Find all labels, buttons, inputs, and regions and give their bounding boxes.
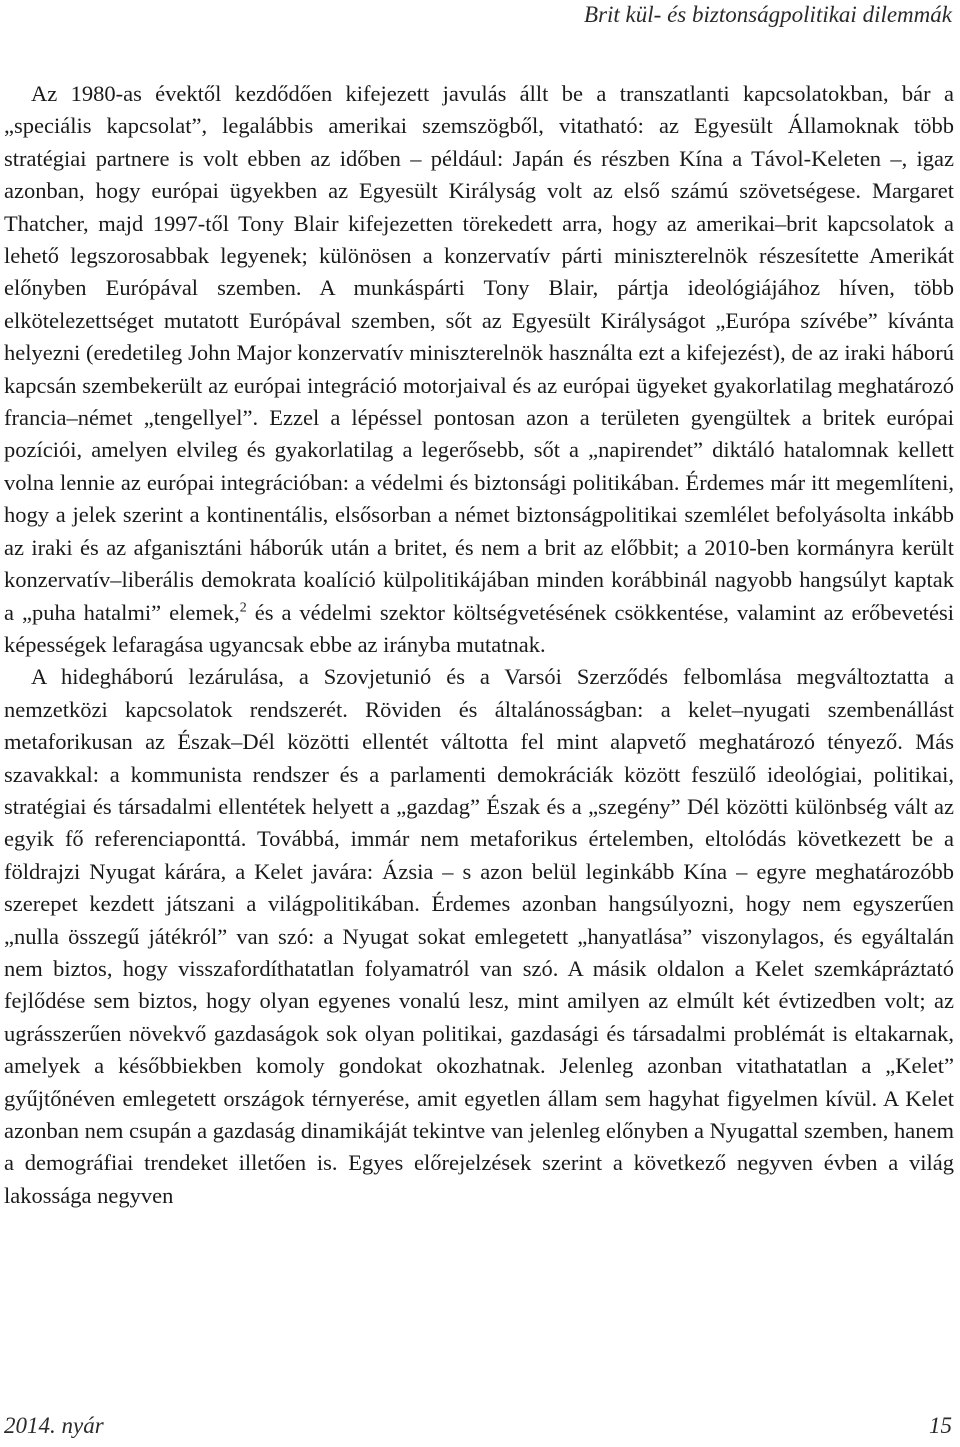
paragraph: [4, 78, 954, 661]
paragraph-text-continued: és a védelmi szektor költségvetésének csökkentése, valamint az erőbevetési képességek lefaragása ugyancsak ebbe az irányba mutatnak.: [4, 599, 954, 657]
running-header-title: Brit kül- és biztonságpolitikai dilemmák: [584, 2, 952, 27]
footnote-reference[interactable]: 2: [239, 600, 247, 615]
paragraph-text: Az 1980-as évektől kezdődően kifejezett javulás állt be a transzatlanti kapcsolatokban, bár a „speciális kapcsolat”, legalábbis amerikai szemszögből, vitatható: az Egyesült Államoknak több stratégiai partnere is volt ebben az időben – például: Japán és részben Kína a Távol-Keleten –, igaz azonban, hogy európai ügyekben az Egyesült Királyság volt az első számú szövetségese. Margaret Thatcher, majd 1997-től Tony Blair kifejezetten törekedett arra, hogy az amerikai–brit kapcsolatok a lehető legszorosabbak legyenek; különösen a konzervatív párti miniszterelnök részesítette Amerikát előnyben Európával szemben. A munkáspárti Tony Blair, pártja ideológiájához híven, több elkötelezettséget mutatott Európával szemben, sőt az Egyesült Királyságot „Európa szívébe” kívánta helyezni (eredetileg John Major konzervatív miniszterelnök használta ezt a kifejezést), de az iraki háború kapcsán szembekerült az európai integráció motorjaival és az európai ügyeket gyakorlatilag meghatározó francia–német „tengellyel”. Ezzel a lépéssel pontosan azon a területen gyengültek a britek európai pozíciói, amelyen elvileg és gyakorlatilag a legerősebb, sőt a „napirendet” diktáló hatalomnak kellett volna lennie az európai integrációban: a védelmi és biztonsági politikában. Érdemes már itt megemlíteni, hogy a jelek szerint a kontinentális, elsősorban a német biztonságpolitikai szemlélet befolyásolta inkább az iraki és az afganisztáni háborúk után a britet, és nem a brit az előbbit; a 2010-ben kormányra került konzervatív–liberális demokrata koalíció külpolitikájában minden korábbinál nagyobb hangsúlyt kaptak a „puha hatalmi” elemek,: [4, 81, 954, 625]
page-number: 15: [929, 1413, 952, 1438]
paragraph: A hidegháború lezárulása, a Szovjetunió és a Varsói Szerződés felbomlása megváltoztatta a nemzetközi kapcsolatok rendszerét. Röviden és általánosságban: a kelet–nyugati szembenállást metaforikusan az Észak–Dél közötti ellentét váltotta fel mint alapvető meghatározó tényező. Más szavakkal: a kommunista rendszer és a parlamenti demokráciák között feszülő ideológiai, politikai, stratégiai és társadalmi ellentétek helyett a „gazdag” Észak és a „szegény” Dél közötti különbség vált az egyik fő referenciaponttá. Továbbá, immár nem metaforikus értelemben, eltolódás következett be a földrajzi Nyugat kárára, a Kelet javára: Ázsia – s azon belül leginkább Kína – egyre meghatározóbb szerepet kezdett játszani a világpolitikában. Érdemes azonban hangsúlyozni, hogy nem egyszerűen „nulla összegű játékról” van szó: a Nyugat sokat emlegetett „hanyatlása” viszonylagos, és egyáltalán nem biztos, hogy visszafordíthatatlan folyamatról van szó. A másik oldalon a Kelet szemkápráztató fejlődése sem biztos, hogy olyan egyenes vonalú lesz, mint amilyen az elmúlt két évtizedben volt; az ugrásszerűen növekvő gazdaságok sok olyan politikai, gazdasági és társadalmi problémát is eltakarnak, amelyek a későbbiekben komoly gondokat okozhatnak. Jelenleg azonban vitathatatlan a „Kelet” gyűjtőnéven emlegetett országok térnyerése, amit egyetlen állam sem hagyhat figyelmen kívül. A Kelet azonban nem csupán a gazdaság dinamikáját tekintve van jelenleg előnyben a Nyugattal szemben, hanem a demográfiai trendeket illetően is. Egyes előrejelzések szerint a következő negyven évben a világ lakossága negyven: [4, 664, 954, 1208]
issue-label: 2014. nyár: [4, 1413, 104, 1438]
article-body: [4, 78, 954, 1212]
